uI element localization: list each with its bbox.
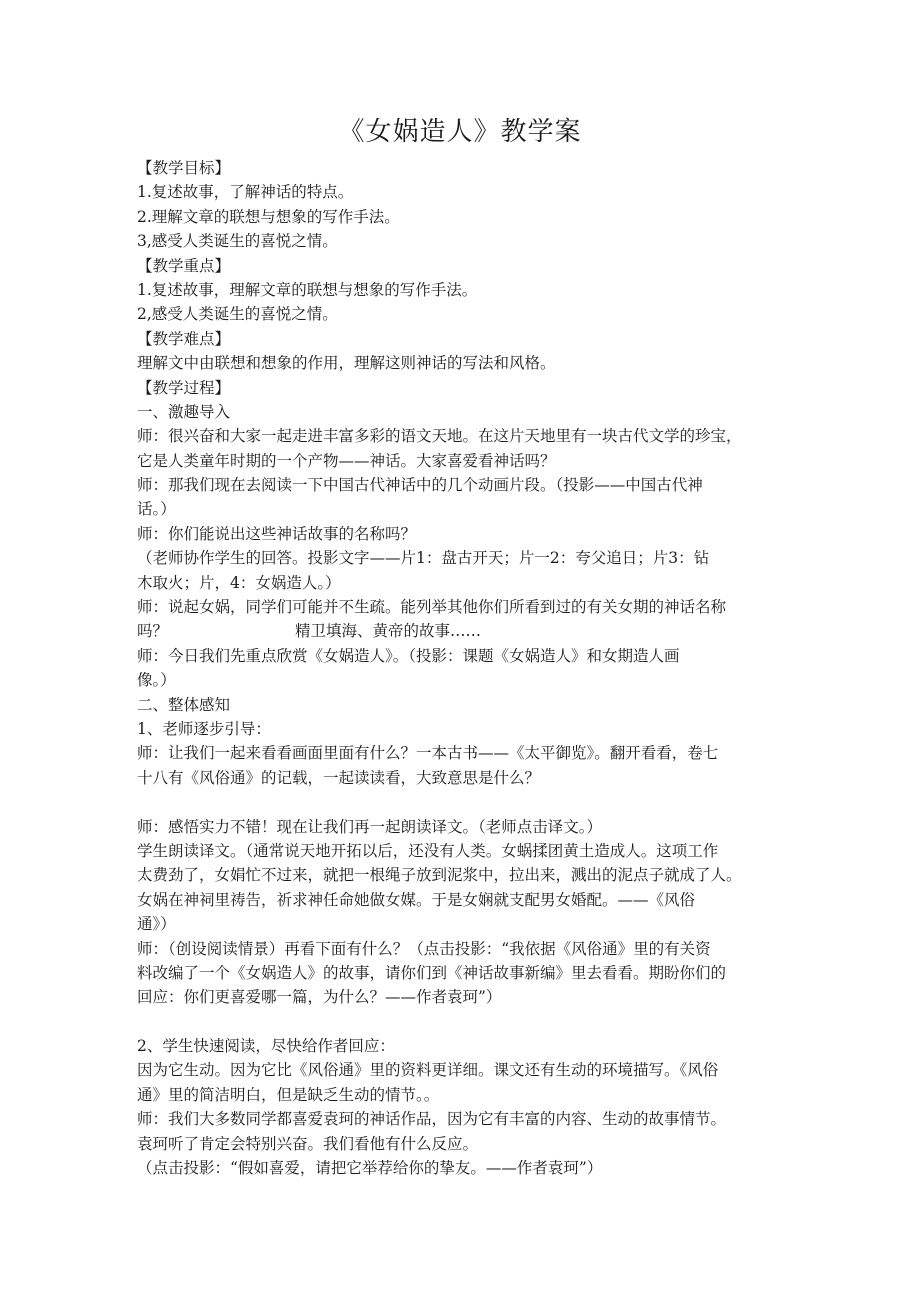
- text-segment: 吗？: [137, 622, 169, 641]
- section-heading-key-points: 【教学重点】: [137, 256, 231, 275]
- text-line: 料改编了一个《女娲造人》的故事，请你们到《神话故事新编》里去看看。期盼你们的: [137, 963, 727, 982]
- text-line: 太费劲了，女娟忙不过来，就把一根绳子放到泥浆中，拉出来，溅出的泥点子就成了人。: [137, 866, 742, 885]
- text-line: 1、老师逐步引导：: [137, 719, 271, 738]
- text-line: 话。）: [137, 500, 176, 519]
- text-line: 2、学生快速阅读，尽快给作者回应：: [137, 1037, 395, 1056]
- text-line: 袁珂听了肯定会特别兴奋。我们看他有什么反应。: [137, 1134, 479, 1153]
- text-line: 2.理解文章的联想与想象的写作手法。: [137, 207, 400, 226]
- text-line: 木取火；片，4：女娲造人。）: [137, 573, 341, 592]
- text-line: 像。）: [137, 671, 176, 690]
- text-line: 师：（创设阅读情景）再看下面有什么？（点击投影：“我依据《风俗通》里的有关资: [137, 939, 711, 958]
- subsection-heading-overall: 二、整体感知: [137, 695, 231, 714]
- section-heading-difficulties: 【教学难点】: [137, 329, 231, 348]
- text-line: 回应：你们更喜爱哪一篇，为什么？——作者袁珂”）: [137, 988, 502, 1007]
- text-line: 1.复述故事，理解文章的联想与想象的写作手法。: [137, 280, 478, 299]
- text-line: （点击投影：“假如喜爱，请把它举荐给你的挚友。——作者袁珂”）: [137, 1159, 603, 1178]
- text-line: 十八有《风俗通》的记载，一起读读看，大致意思是什么？: [137, 768, 541, 787]
- text-line: 学生朗读译文。（通常说天地开拓以后，还没有人类。女蜗揉团黄土造成人。这项工作: [137, 841, 719, 860]
- blank-line: [137, 790, 792, 814]
- text-line: 理解文中由联想和想象的作用，理解这则神话的写法和风格。: [137, 354, 556, 373]
- text-line: 通》）: [137, 915, 176, 934]
- blank-line: [137, 1010, 792, 1034]
- text-line: 女娲在神祠里祷告，祈求神任命她做女媒。于是女娴就支配男女婚配。——《风俗: [137, 890, 696, 909]
- document-title: 《女娲造人》教学案: [338, 117, 582, 147]
- text-line: 因为它生动。因为它比《风俗通》里的资料更详细。课文还有生动的环境描写。《风俗: [137, 1061, 719, 1080]
- text-line: 它是人类童年时期的一个产物——神话。大家喜爱看神话吗？: [137, 451, 556, 470]
- text-line: 师：很兴奋和大家一起走进丰富多彩的语文天地。在这片天地里有一块古代文学的珍宝，: [137, 427, 742, 446]
- section-heading-process: 【教学过程】: [137, 378, 231, 397]
- text-line: 师：我们大多数同学都喜爱袁珂的神话作品，因为它有丰富的内容、生动的故事情节。: [137, 1110, 727, 1129]
- text-line: 1.复述故事，了解神话的特点。: [137, 183, 354, 202]
- document-body: [137, 156, 792, 1180]
- text-segment: 精卫填海、黄帝的故事……: [295, 622, 482, 641]
- text-line: 师：说起女娲，同学们可能并不生疏。能列举其他你们所看到过的有关女期的神话名称: [137, 598, 727, 617]
- text-line: 通》里的简洁明白，但是缺乏生动的情节。。: [137, 1085, 440, 1104]
- text-line: 3,感受人类诞生的喜悦之情。: [137, 232, 338, 251]
- text-line: 师：感悟实力不错！现在让我们再一起朗读译文。（老师点击译文。）: [137, 817, 603, 836]
- text-line: 师：那我们现在去阅读一下中国古代神话中的几个动画片段。（投影——中国古代神: [137, 476, 703, 495]
- subsection-heading-intro: 一、激趣导入: [137, 402, 231, 421]
- text-line: 师：今日我们先重点欣赏《女娲造人》。（投影：课题《女娲造人》和女期造人画: [137, 646, 680, 665]
- text-line: （老师协作学生的回答。投影文字——片1：盘古开天；片一2：夸父追日；片3：钻: [137, 549, 710, 568]
- section-heading-objectives: 【教学目标】: [137, 159, 231, 177]
- text-line: 师：你们能说出这些神话故事的名称吗？: [137, 524, 417, 543]
- text-line: [137, 619, 792, 643]
- text-line: 2,感受人类诞生的喜悦之情。: [137, 305, 338, 324]
- text-line: 师：让我们一起来看看画面里面有什么？一本古书——《太平御览》。翻开看看，卷七: [137, 744, 719, 763]
